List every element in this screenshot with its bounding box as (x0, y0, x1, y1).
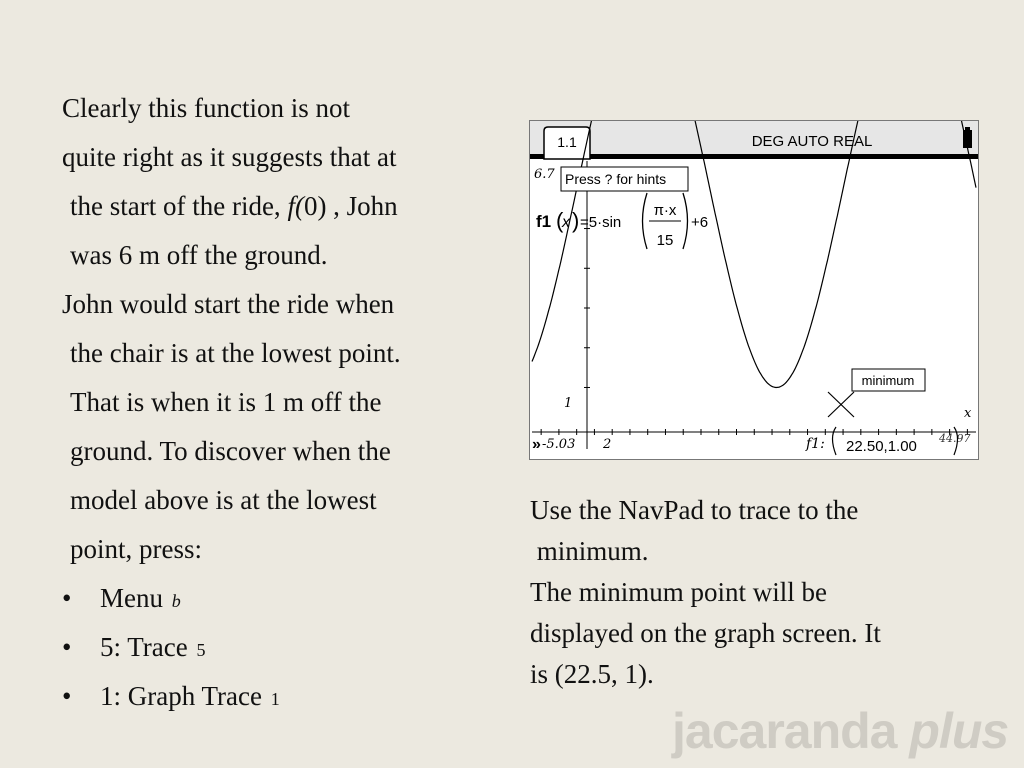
ymax-label: 6.7 (534, 167, 555, 182)
text-line: was 6 m off the ground. (70, 240, 328, 270)
x-axis-label: x (964, 406, 972, 421)
text-line: model above is at the lowest (70, 485, 377, 515)
tab-1-1[interactable] (544, 127, 590, 159)
text-line: John would start the ride when (62, 289, 395, 319)
bullet-icon: • (62, 583, 72, 613)
text-line: point, press: (70, 534, 202, 564)
svg-text:): ) (572, 208, 580, 233)
text-line: The minimum point will be (530, 577, 827, 607)
hint-box (561, 167, 688, 191)
minimum-label: minimum (861, 373, 915, 388)
calculator-screenshot (529, 120, 979, 460)
bullet-icon: • (62, 681, 72, 711)
y-tick-label: 1 (564, 396, 573, 411)
function-arg: x (562, 214, 570, 231)
list-item: • 1: Graph Trace 1 (62, 672, 502, 721)
xmax-label: 44.97 (939, 432, 971, 445)
fraction-numerator: π·x (653, 202, 677, 219)
hint-text: Press ? for hints (565, 171, 667, 187)
instruction-text (530, 490, 1000, 695)
text-line: Clearly this function is not (62, 93, 350, 123)
x-tick-label: 2 (603, 437, 612, 452)
header-divider (530, 154, 978, 159)
xmin-label: -5.03 (542, 437, 576, 452)
svg-text:(: ( (556, 208, 564, 233)
function-tail: +6 (691, 214, 709, 231)
text-line: Use the NavPad to trace to the (530, 495, 859, 525)
minimum-label-box (852, 369, 925, 391)
text-line: is (22.5, 1). (530, 659, 654, 689)
jacaranda-plus-logo: jacaranda plus (672, 703, 1009, 759)
status-text: DEG AUTO REAL (751, 133, 873, 150)
explanation-text (62, 84, 502, 721)
text-line: displayed on the graph screen. It (530, 618, 881, 648)
key-steps-list (62, 574, 502, 721)
text-line: ground. To discover when the (70, 436, 391, 466)
calculator-key: 5 (196, 640, 206, 660)
trace-coordinates: 22.50,1.00 (846, 438, 917, 455)
text-line: minimum. (530, 536, 649, 566)
text-line: the start of the ride, f(0) , John (70, 191, 398, 221)
text-line: That is when it is 1 m off the (70, 387, 382, 417)
battery-icon (963, 127, 972, 148)
tab-label: 1.1 (557, 134, 577, 150)
text-line: quite right as it suggests that at (62, 142, 397, 172)
bullet-icon: • (62, 632, 72, 662)
calculator-key: 1 (270, 689, 280, 709)
function-body: =5·sin (580, 214, 622, 231)
fraction-denominator: 15 (656, 232, 674, 249)
calculator-key: b (171, 591, 181, 611)
list-item: • 5: Trace 5 (62, 623, 502, 672)
trace-function-label: f1: (806, 436, 825, 452)
function-name: f1 (536, 212, 552, 231)
list-item: • Menu b (62, 574, 502, 623)
text-line: the chair is at the lowest point. (70, 338, 401, 368)
function-symbol: f( (287, 191, 304, 221)
navigation-icon[interactable]: » (532, 436, 541, 453)
